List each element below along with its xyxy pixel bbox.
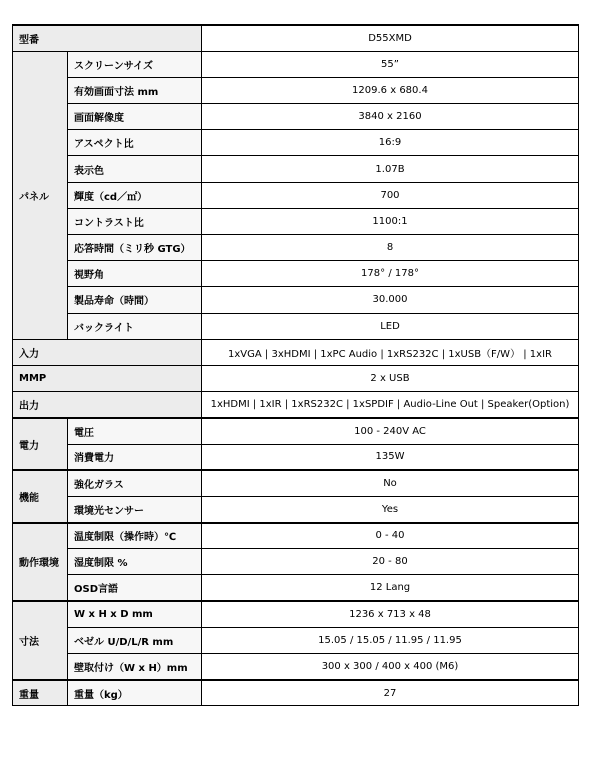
spec-value: LED [202,313,579,339]
spec-value: 1100:1 [202,208,579,234]
spec-value: Yes [202,496,579,522]
table-row [13,156,579,182]
environment-group-label: 動作環境 [13,523,68,602]
spec-label: 湿度制限 % [68,549,202,575]
spec-label: ベゼル U/D/L/R mm [68,627,202,653]
spec-label: 重量（kg） [68,680,202,706]
mmp-label: MMP [13,365,202,391]
spec-label: 消費電力 [68,444,202,470]
spec-value: 3840 x 2160 [202,104,579,130]
table-row [13,627,579,653]
spec-value: 1236 x 713 x 48 [202,601,579,627]
spec-value: 16:9 [202,130,579,156]
spec-label: 温度制限（操作時）℃ [68,523,202,549]
spec-label: スクリーンサイズ [68,51,202,77]
table-row [13,182,579,208]
spec-value: 100 - 240V AC [202,418,579,444]
spec-label: バックライト [68,313,202,339]
spec-value: 27 [202,680,579,706]
spec-label: 画面解像度 [68,104,202,130]
table-row [13,654,579,680]
table-row [13,523,579,549]
table-row [13,51,579,77]
table-row [13,235,579,261]
power-group-label: 電力 [13,418,68,470]
spec-value: 700 [202,182,579,208]
spec-label: コントラスト比 [68,208,202,234]
spec-label: 輝度（cd／㎡） [68,182,202,208]
spec-value: No [202,470,579,496]
spec-value: 135W [202,444,579,470]
spec-label: 電圧 [68,418,202,444]
spec-table [12,24,579,706]
table-row [13,680,579,706]
table-row [13,130,579,156]
mmp-value: 2 x USB [202,365,579,391]
features-group-label: 機能 [13,470,68,522]
table-row [13,208,579,234]
model-label: 型番 [13,25,202,51]
table-row [13,287,579,313]
table-row [13,339,579,365]
dimensions-group-label: 寸法 [13,601,68,680]
spec-label: 視野角 [68,261,202,287]
panel-group-label: パネル [13,51,68,339]
spec-value: 15.05 / 15.05 / 11.95 / 11.95 [202,627,579,653]
table-row [13,104,579,130]
model-value: D55XMD [202,25,579,51]
output-value: 1xHDMI | 1xIR | 1xRS232C | 1xSPDIF | Audio-Line Out | Speaker(Option) [202,392,579,418]
table-row [13,392,579,418]
spec-label: 製品寿命（時間） [68,287,202,313]
table-row [13,418,579,444]
spec-label: アスペクト比 [68,130,202,156]
input-value: 1xVGA | 3xHDMI | 1xPC Audio | 1xRS232C | 1xUSB（F/W） | 1xIR [202,339,579,365]
output-label: 出力 [13,392,202,418]
spec-value: 300 x 300 / 400 x 400 (M6) [202,654,579,680]
spec-label: 表示色 [68,156,202,182]
spec-label: 応答時間（ミリ秒 GTG） [68,235,202,261]
spec-label: W x H x D mm [68,601,202,627]
table-row [13,444,579,470]
table-row [13,77,579,103]
table-row [13,601,579,627]
table-row [13,25,579,51]
spec-value: 20 - 80 [202,549,579,575]
table-row [13,549,579,575]
input-label: 入力 [13,339,202,365]
spec-value: 12 Lang [202,575,579,601]
spec-value: 1.07B [202,156,579,182]
table-row [13,365,579,391]
spec-label: OSD言語 [68,575,202,601]
spec-value: 8 [202,235,579,261]
spec-label: 環境光センサー [68,496,202,522]
spec-label: 壁取付け（W x H）mm [68,654,202,680]
table-row [13,261,579,287]
spec-value: 178° / 178° [202,261,579,287]
table-row [13,313,579,339]
spec-value: 1209.6 x 680.4 [202,77,579,103]
spec-value: 30.000 [202,287,579,313]
table-row [13,470,579,496]
table-row [13,496,579,522]
spec-label: 有効画面寸法 mm [68,77,202,103]
weight-group-label: 重量 [13,680,68,706]
table-row [13,575,579,601]
spec-label: 強化ガラス [68,470,202,496]
spec-value: 0 - 40 [202,523,579,549]
spec-value: 55” [202,51,579,77]
